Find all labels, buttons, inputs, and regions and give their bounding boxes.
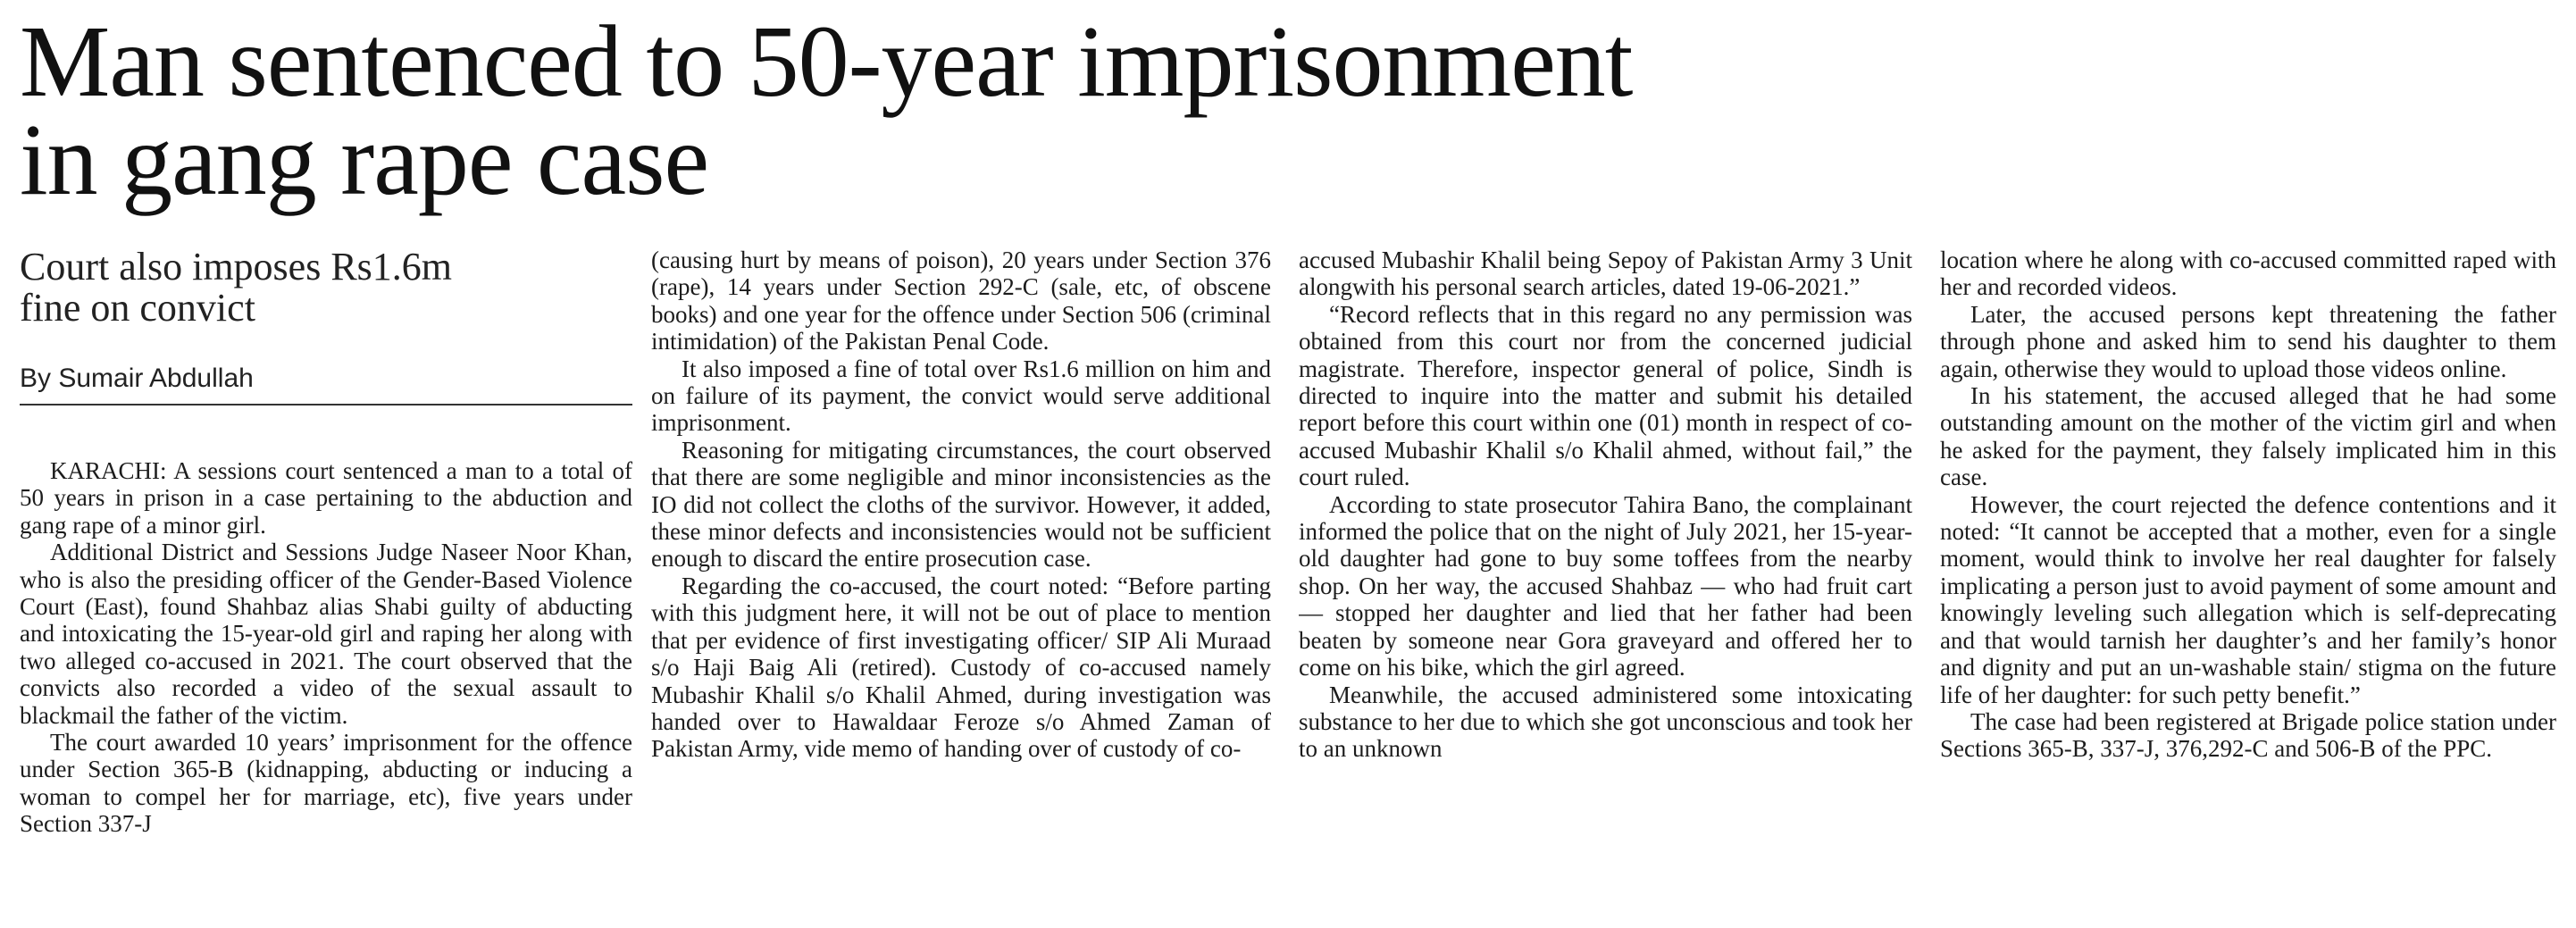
paragraph-continued: accused Mubashir Khalil being Sepoy of Pakistan Army 3 Unit alongwith his personal search articles, dated 19-06-2021.” <box>1299 247 1912 301</box>
paragraph: “Record reflects that in this regard no any permission was obtained from this court nor from the concerned judicial magistrate. Therefore, inspector general of police, Sindh is directed to inquire into the matter and submit his detailed report before this court within one (01) month in respect of co-accused Mubashir Khalil s/o Khalil ahmed, without fail,” the court ruled. <box>1299 300 1912 491</box>
subheadline-line-1: Court also imposes Rs1.6m <box>20 247 453 288</box>
paragraph: Later, the accused persons kept threatening the father through phone and asked him to send his daughter to them again, otherwise they would to upload those videos online. <box>1940 300 2556 382</box>
headline-line-1: Man sentenced to 50-year imprisonment <box>20 4 1633 118</box>
paragraph: Meanwhile, the accused administered some intoxicating substance to her due to which she got unconscious and took her to an unknown <box>1299 681 1912 763</box>
paragraph: In his statement, the accused alleged that he had some outstanding amount on the mother of the victim girl and when he asked for the payment, they falsely implicated him in this case. <box>1940 382 2556 491</box>
paragraph: Reasoning for mitigating circumstances, the court observed that there are some negligible and minor inconsistencies as the IO did not collect the cloths of the survivor. However, it added, these minor defects and inconsistencies would not be sufficient enough to discard the entire prosecution case. <box>651 436 1271 573</box>
paragraph: Regarding the co-accused, the court noted: “Before parting with this judgment here, it will not be out of place to mention that per evidence of first investigating officer/ SIP Ali Muraad s/o Haji Baig Ali (retired). Custody of co-accused namely Mubashir Khalil s/o Khalil Ahmed, during investigation was handed over to Hawaldaar Feroze s/o Ahmed Zaman of Pakistan Army, vide memo of handing over of custody of co- <box>651 572 1271 763</box>
article-column-1 <box>20 247 632 925</box>
article-column-3 <box>1299 247 1912 925</box>
paragraph-continued: location where he along with co-accused committed raped with her and recorded videos. <box>1940 247 2556 301</box>
article-column-4 <box>1940 247 2556 925</box>
paragraph: However, the court rejected the defence contentions and it noted: “It cannot be accepted that a mother, even for a single moment, would think to involve her real daughter for falsely implicating a person just to avoid payment of some amount and knowingly leveling such allegation which is self-deprecating and that would tarnish her daughter’s and her family’s honor and dignity and put an un-washable stain/ stigma on the future life of her daughter: for such petty benefit.” <box>1940 490 2556 708</box>
paragraph: Additional District and Sessions Judge Naseer Noor Khan, who is also the presiding officer of the Gender-Based Violence Court (East), found Shahbaz alias Shabi guilty of abducting and intoxicating the 15-year-old girl and raping her along with two alleged co-accused in 2021. The court observed that the convicts also recorded a video of the sexual assault to blackmail the father of the victim. <box>20 539 632 729</box>
paragraph: According to state prosecutor Tahira Bano, the complainant informed the police that on the night of July 2021, her 15-year-old daughter had gone to buy some toffees from the nearby shop. On her way, the accused Shahbaz — who had fruit cart — stopped her daughter and lied that her father had been beaten by someone near Gora graveyard and offered her to come on his bike, which the girl agreed. <box>1299 490 1912 681</box>
paragraph: The court awarded 10 years’ imprisonment for the offence under Section 365-B (kidnapping, abducting or inducing a woman to compel her for marriage, etc), five years under Section 337-J <box>20 729 632 838</box>
paragraph: It also imposed a fine of total over Rs1.6 million on him and on failure of its payment, the convict would serve additional imprisonment. <box>651 355 1271 437</box>
subheadline-line-2: fine on convict <box>20 286 255 330</box>
headline <box>20 4 1633 216</box>
paragraph-continued: (causing hurt by means of poison), 20 years under Section 376 (rape), 14 years under Section 292-C (sale, etc, of obscene books) and one year for the offence under Section 506 (criminal intimidation) of the Pakistan Penal Code. <box>651 247 1271 355</box>
column-1-body <box>20 457 632 838</box>
article-column-2 <box>651 247 1271 925</box>
byline: By Sumair Abdullah <box>20 361 632 405</box>
paragraph: KARACHI: A sessions court sentenced a man to a total of 50 years in prison in a case pertaining to the abduction and gang rape of a minor girl. <box>20 457 632 539</box>
subheadline <box>20 247 632 329</box>
headline-line-2: in gang rape case <box>20 103 709 216</box>
paragraph: The case had been registered at Brigade police station under Sections 365-B, 337-J, 376,292-C and 506-B of the PPC. <box>1940 707 2556 763</box>
